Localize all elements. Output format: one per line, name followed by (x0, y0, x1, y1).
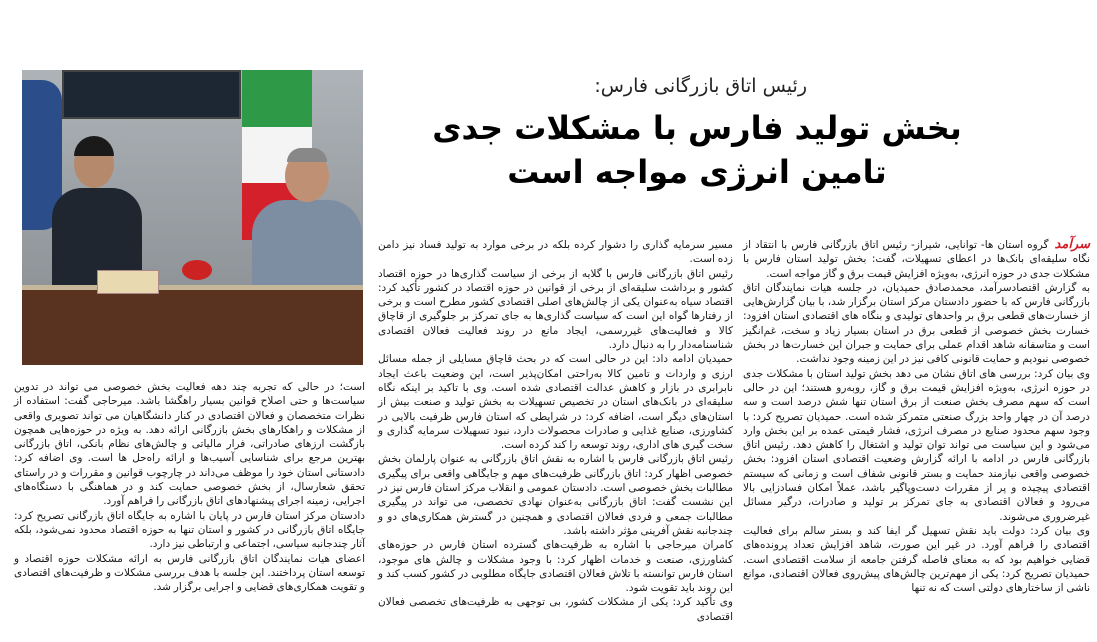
article-headline (387, 106, 1007, 194)
tv-screen (62, 70, 241, 119)
paragraph: اعضای هیات نمایندگان اتاق بازرگانی فارس به ارائه مشکلات حوزه اقتصاد و توسعه استان پرداختند. این جلسه با هدف بررسی مشکلات و ظرفیت‌های اقتصادی و تقویت همکاری‌های قضایی و اجرایی برگزار شد. (14, 552, 365, 594)
paragraph: رئیس اتاق بازرگانی فارس با اشاره به نقش اتاق بازرگانی به عنوان پارلمان بخش خصوصی اظهار کرد: اتاق بازرگانی ظرفیت‌های مهم و جایگاهی واقعی برای پیگیری مطالبات بخش خصوصی است. دادستان عمومی و انقلاب مرکز استان فارس نیز در این نشست گفت: اتاق بازرگانی به‌عنوان نهادی تخصصی، می تواند در پیگیری مطالبات جمعی و فردی فعالان اقتصادی و همچنین در گسترش همکاری‌های دو و چندجانبه نقش آفرینی مؤثر داشته باشد. (378, 453, 733, 537)
person-right (247, 150, 357, 300)
paragraph: حمیدیان ادامه داد: این در حالی است که در بحث قاچاق مسایلی از جمله مسائل ارزی و واردات و تامین کالا به‌راحتی امکان‌پذیر است، این وضعیت باعث ایجاد نابرابری در بازار و کاهش عدالت اقتصادی شده است. وی با تاکید بر اینکه نگاه سلیقه‌ای در بانک‌های استان در تخصیص تسهیلات به بخش تولید و صنعت بیش از استان‌های دیگر است، اضافه کرد: در شرایطی که استان فارس ظرفیت بالایی در کشاورزی، صنایع غذایی و صادرات محصولات دارد، نبود تسهیلات سرمایه گذاری و سخت گیری های اداری، روند توسعه را کند کرده است. (378, 353, 733, 452)
article-kicker: رئیس اتاق بازرگانی فارس: (594, 75, 807, 97)
column-left (14, 380, 365, 594)
flowers (182, 260, 212, 280)
paragraph: وی بیان کرد: دولت باید نقش تسهیل گر ایفا کند و بستر سالم برای فعالیت اقتصادی را فراهم آورد. در غیر این صورت، شاهد افزایش تعداد پرونده‌های قضایی خواهیم بود که به معنای فاصله گرفتن جامعه از سلامت اقتصادی است. حمیدیان تصریح کرد: یکی از مهم‌ترین چالش‌های پیش‌روی فعالان اقتصادی، موانع ناشی از ساختارهای دولتی است که نه تنها (743, 524, 1090, 595)
paragraph: به گزارش اقتصادسرآمد، محمدصادق حمیدیان، در جلسه هیات نمایندگان اتاق بازرگانی فارس که با حضور دادستان مرکز استان برگزار شد، با بیان گزارش‌هایی از خسارت‌های قطعی برق بر واحدهای تولیدی و بنگاه های اقتصادی استان افزود: خسارت بخش خصوصی از قطعی برق در استان بسیار زیاد و سخت، غم‌انگیز است و متاسفانه شاهد اقدام عملی برای حمایت و جبران این خسارت‌ها در بخش خصوصی نبودیم و حمایت قانونی کافی نیز در این زمینه وجود نداشت. (743, 281, 1090, 366)
name-plaque (97, 270, 159, 294)
paragraph: وی بیان کرد: بررسی های اتاق نشان می دهد بخش تولید استان با مشکلات جدی در حوزه انرژی، به‌ویژه افزایش قیمت برق و گاز، روبه‌رو هستند؛ این در حالی است که سهم مصرف بخش صنعت از برق استان تنها شش درصد است و سه درصد آن در چهار واحد بزرگ صنعتی متمرکز شده است. حمیدیان تصریح کرد: با وجود سهم محدود صنایع در مصرف انرژی، فشار قیمتی عمده بر این بخش وارد می‌شود و این سیاست می تواند توان تولید و اشتغال را کاهش دهد. رئیس اتاق بازرگانی فارس در ادامه با ارائه گزارش وضعیت اقتصادی استان افزود: بخش خصوصی واقعی نیازمند حمایت و بستر قانونی شفاف است و زمانی که سیستم اقتصادی پیچیده و پر از مقررات دست‌وپاگیر باشد، عملاً امکان فسادزایی بالا می‌رود و فعالان اقتصادی به جای تمرکز بر تولید و صادرات، درگیر مسائل غیرضروری می‌شوند. (743, 367, 1090, 523)
paragraph: مسیر سرمایه گذاری را دشوار کرده بلکه در برخی موارد به تولید فساد نیز دامن زده است. (378, 239, 733, 266)
paragraph: رئیس اتاق بازرگانی فارس با گلایه از برخی از سیاست گذاری‌ها در حوزه اقتصاد کشور و برداشت سلیقه‌ای از برخی از قوانین در حوزه اقتصاد در کشور تأکید کرد: اقتصاد سیاه به‌عنوان یکی از چالش‌های اصلی اقتصادی کشور مطرح است و برخی از رفتارها گواه این است که سیاست گذاری‌ها به جای تمرکز بر جلوگیری از قاچاق کالا و فعالیت‌های غیررسمی، ایجاد مانع در روند فعالیت فعالان اقتصادی شناسنامه‌دار را به دنبال دارد. (378, 267, 733, 352)
desk (22, 290, 363, 365)
headline-line-1: بخش تولید فارس با مشکلات جدی (432, 109, 962, 147)
paragraph: است؛ در حالی که تجربه چند دهه فعالیت بخش خصوصی می تواند در تدوین سیاست‌ها و حتی اصلاح قوانین بسیار راهگشا باشد. میرحاجی گفت: استفاده از نظرات متخصصان و فعالان اقتصادی در کنار دانشگاهیان می تواند تصویری واقعی از مشکلات و راهکارهای بخش بازرگانی ارائه دهد. به ویژه در حوزه‌هایی همچون بازگشت ارزهای صادراتی، فرار مالیاتی و چالش‌های نظام بانکی، اتاق بازرگانی بهترین مرجع برای شناسایی آسیب‌ها و ارائه راه‌حل ها است. وی اضافه کرد: دادستانی استان خود را موظف می‌داند در چارچوب قوانین و مقررات و در راستای تحقق شعارسال، از بخش خصوصی حمایت کند و در هماهنگی با دستگاه‌های اجرایی، زمینه اجرای پیشنهادهای اتاق بازرگانی را فراهم آورد. (14, 381, 365, 508)
source-logo: سرآمد (1054, 237, 1090, 252)
column-middle (378, 238, 733, 624)
paragraph: دادستان مرکز استان فارس در پایان با اشاره به جایگاه اتاق بازرگانی تصریح کرد: جایگاه اتاق بازرگانی در کشور و استان تنها به حوزه اقتصاد محدود نمی‌شود، بلکه آثار چندجانبه سیاسی، اجتماعی و ارتباطی نیز دارد. (14, 509, 365, 551)
article-photo (22, 70, 363, 365)
paragraph: کامران میرحاجی با اشاره به ظرفیت‌های گسترده استان فارس در حوزه‌های کشاورزی، صنعت و خدمات اظهار کرد: با وجود مشکلات و چالش های موجود، استان فارس توانسته با تلاش فعالان اقتصادی جایگاه مطلوبی در کشور کسب کند و این روند باید تقویت شود. (378, 539, 733, 595)
headline-line-2: تامین انرژی مواجه است (507, 153, 887, 191)
paragraph: گروه استان ها- توانایی، شیراز- رئیس اتاق بازرگانی فارس با انتقاد از نگاه سلیقه‌ای بانک‌ها در اعطای تسهیلات، گفت: بخش تولید استان فارس با مشکلات جدی در حوزه انرژی، به‌ویژه افزایش قیمت برق و گاز مواجه است. (743, 239, 1090, 280)
paragraph: وی تأکید کرد: یکی از مشکلات کشور، بی توجهی به ظرفیت‌های تخصصی فعالان اقتصادی (378, 596, 733, 623)
person-left (42, 140, 132, 290)
column-right (743, 238, 1090, 595)
